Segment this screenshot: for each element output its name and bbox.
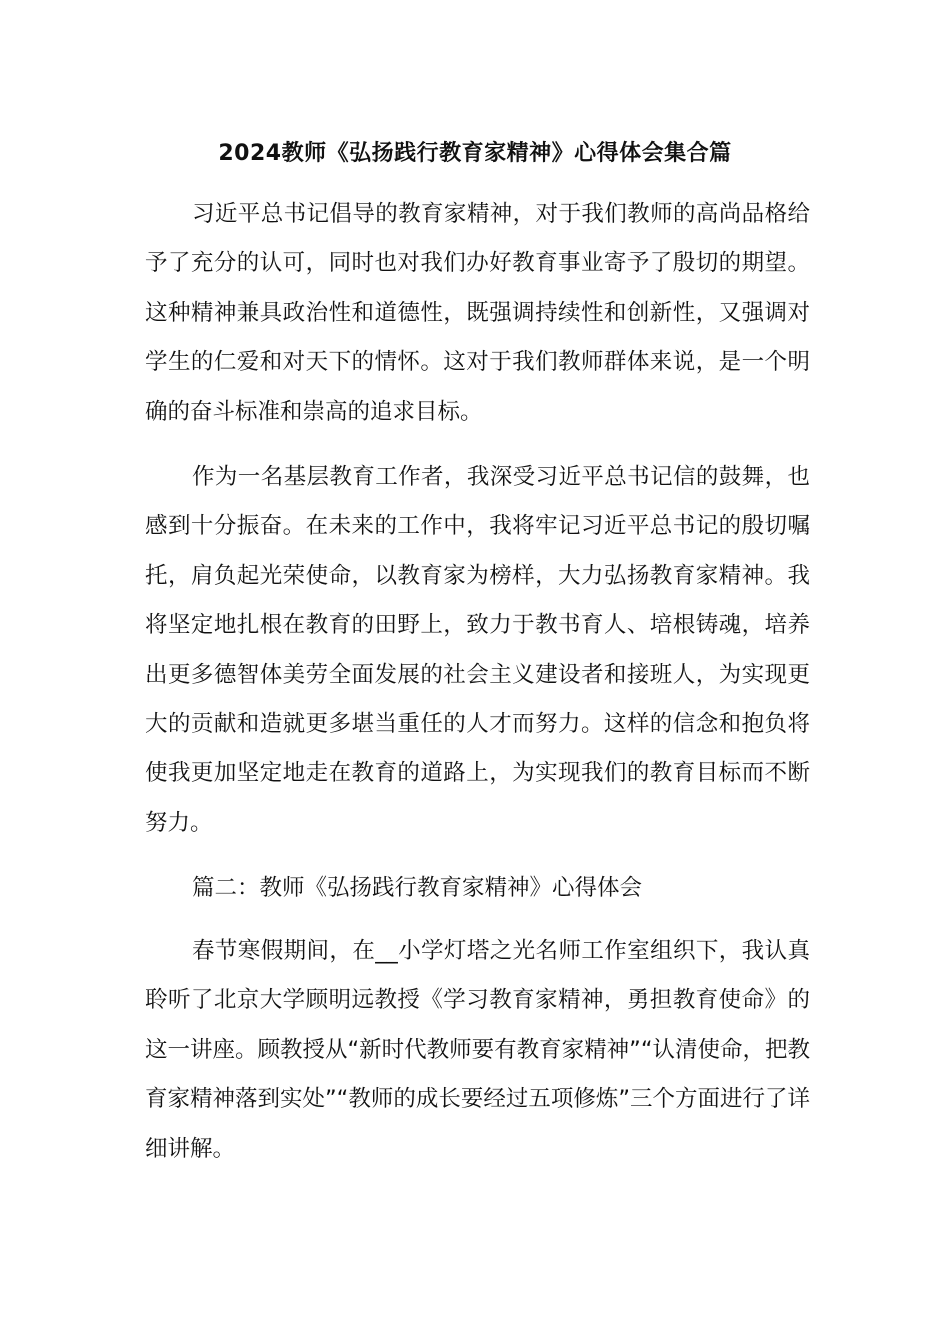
- paragraph-reflection: 作为一名基层教育工作者，我深受习近平总书记信的鼓舞，也感到十分振奋。在未来的工作中，我将牢记习近平总书记的殷切嘱托，肩负起光荣使命，以教育家为榜样，大力弘扬教育家精神。我将坚定地扎根在教育的田野上，致力于教书育人、培根铸魂，培养出更多德智体美劳全面发展的社会主义建设者和接班人，为实现更大的贡献和造就更多堪当重任的人才而努力。这样的信念和抱负将使我更加坚定地走在教育的道路上，为实现我们的教育目标而不断努力。: [145, 464, 810, 836]
- paragraph-intro: 习近平总书记倡导的教育家精神，对于我们教师的高尚品格给予了充分的认可，同时也对我们办好教育事业寄予了殷切的期望。这种精神兼具政治性和道德性，既强调持续性和创新性，又强调对学生的仁爱和对天下的情怀。这对于我们教师群体来说，是一个明确的奋斗标准和崇高的追求目标。: [145, 201, 810, 425]
- paragraph-lecture: 春节寒假期间，在__小学灯塔之光名师工作室组织下，我认真聆听了北京大学顾明远教授《学习教育家精神，勇担教育使命》的这一讲座。顾教授从“新时代教师要有教育家精神”“认清使命，把教育家精神落到实处”“教师的成长要经过五项修炼”三个方面进行了详细讲解。: [145, 938, 810, 1162]
- section-heading-part-two: 篇二：教师《弘扬践行教育家精神》心得体会: [192, 875, 643, 901]
- document-title: 2024教师《弘扬践行教育家精神》心得体会集合篇: [218, 141, 732, 166]
